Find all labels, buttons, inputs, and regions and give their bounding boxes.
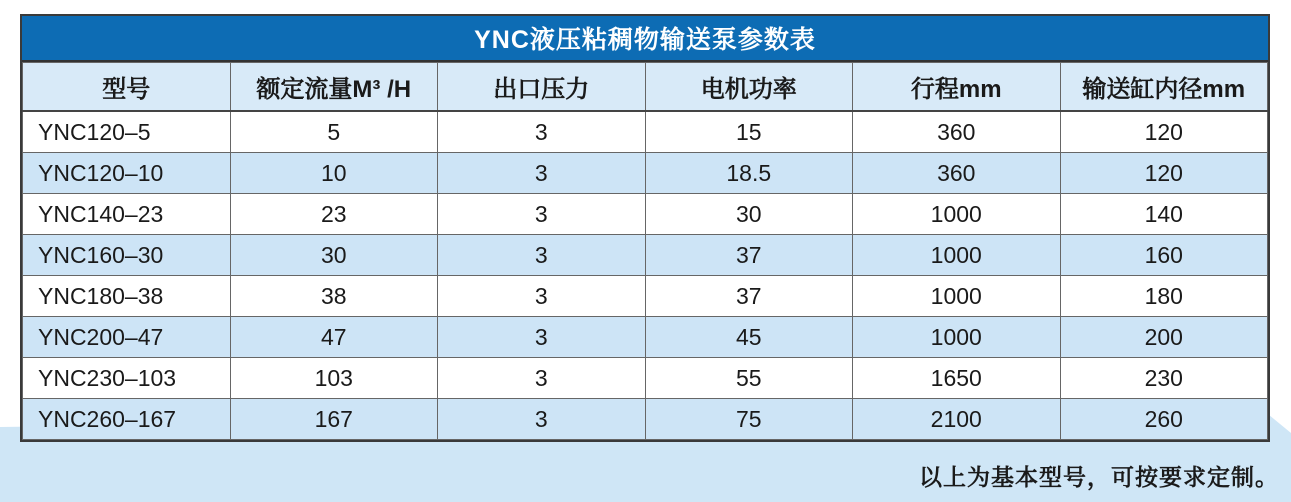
cell-cylinder-bore: 160 [1060, 235, 1268, 276]
cell-model: YNC120–10 [23, 153, 231, 194]
cell-cylinder-bore: 120 [1060, 111, 1268, 153]
cell-model: YNC180–38 [23, 276, 231, 317]
customization-note: 以上为基本型号，可按要求定制。 [919, 464, 1279, 490]
cell-rated-flow: 30 [230, 235, 438, 276]
cell-stroke: 360 [853, 111, 1061, 153]
table-row [23, 235, 1268, 276]
cell-stroke: 1650 [853, 358, 1061, 399]
cell-stroke: 1000 [853, 235, 1061, 276]
cell-rated-flow: 103 [230, 358, 438, 399]
cell-rated-flow: 47 [230, 317, 438, 358]
spec-table [22, 62, 1268, 440]
column-header-motor-power: 电机功率 [645, 63, 853, 112]
cell-rated-flow: 5 [230, 111, 438, 153]
cell-outlet-pressure: 3 [438, 194, 646, 235]
cell-motor-power: 37 [645, 235, 853, 276]
table-row [23, 276, 1268, 317]
column-header-rated-flow: 额定流量M³ /H [230, 63, 438, 112]
cell-outlet-pressure: 3 [438, 153, 646, 194]
cell-cylinder-bore: 230 [1060, 358, 1268, 399]
column-header-cylinder-bore: 输送缸内径mm [1060, 63, 1268, 112]
table-row [23, 111, 1268, 153]
cell-motor-power: 15 [645, 111, 853, 153]
cell-rated-flow: 10 [230, 153, 438, 194]
cell-model: YNC200–47 [23, 317, 231, 358]
cell-motor-power: 18.5 [645, 153, 853, 194]
cell-cylinder-bore: 140 [1060, 194, 1268, 235]
cell-stroke: 1000 [853, 317, 1061, 358]
cell-model: YNC230–103 [23, 358, 231, 399]
cell-motor-power: 37 [645, 276, 853, 317]
pump-parameter-table [20, 14, 1270, 442]
column-header-stroke: 行程mm [853, 63, 1061, 112]
cell-cylinder-bore: 260 [1060, 399, 1268, 440]
cell-stroke: 1000 [853, 276, 1061, 317]
cell-cylinder-bore: 120 [1060, 153, 1268, 194]
cell-outlet-pressure: 3 [438, 358, 646, 399]
cell-stroke: 2100 [853, 399, 1061, 440]
column-header-outlet-pressure: 出口压力 [438, 63, 646, 112]
cell-motor-power: 30 [645, 194, 853, 235]
cell-rated-flow: 38 [230, 276, 438, 317]
cell-outlet-pressure: 3 [438, 276, 646, 317]
column-header-model: 型号 [23, 63, 231, 112]
table-row [23, 153, 1268, 194]
cell-model: YNC160–30 [23, 235, 231, 276]
cell-rated-flow: 23 [230, 194, 438, 235]
cell-outlet-pressure: 3 [438, 235, 646, 276]
cell-stroke: 360 [853, 153, 1061, 194]
cell-outlet-pressure: 3 [438, 111, 646, 153]
cell-stroke: 1000 [853, 194, 1061, 235]
cell-motor-power: 45 [645, 317, 853, 358]
cell-model: YNC120–5 [23, 111, 231, 153]
cell-motor-power: 75 [645, 399, 853, 440]
table-row [23, 399, 1268, 440]
cell-cylinder-bore: 180 [1060, 276, 1268, 317]
table-row [23, 358, 1268, 399]
cell-motor-power: 55 [645, 358, 853, 399]
cell-outlet-pressure: 3 [438, 399, 646, 440]
cell-model: YNC140–23 [23, 194, 231, 235]
cell-outlet-pressure: 3 [438, 317, 646, 358]
cell-model: YNC260–167 [23, 399, 231, 440]
table-row [23, 194, 1268, 235]
table-row [23, 317, 1268, 358]
cell-cylinder-bore: 200 [1060, 317, 1268, 358]
table-title: YNC液压粘稠物输送泵参数表 [22, 16, 1268, 62]
cell-rated-flow: 167 [230, 399, 438, 440]
header-row [23, 63, 1268, 112]
